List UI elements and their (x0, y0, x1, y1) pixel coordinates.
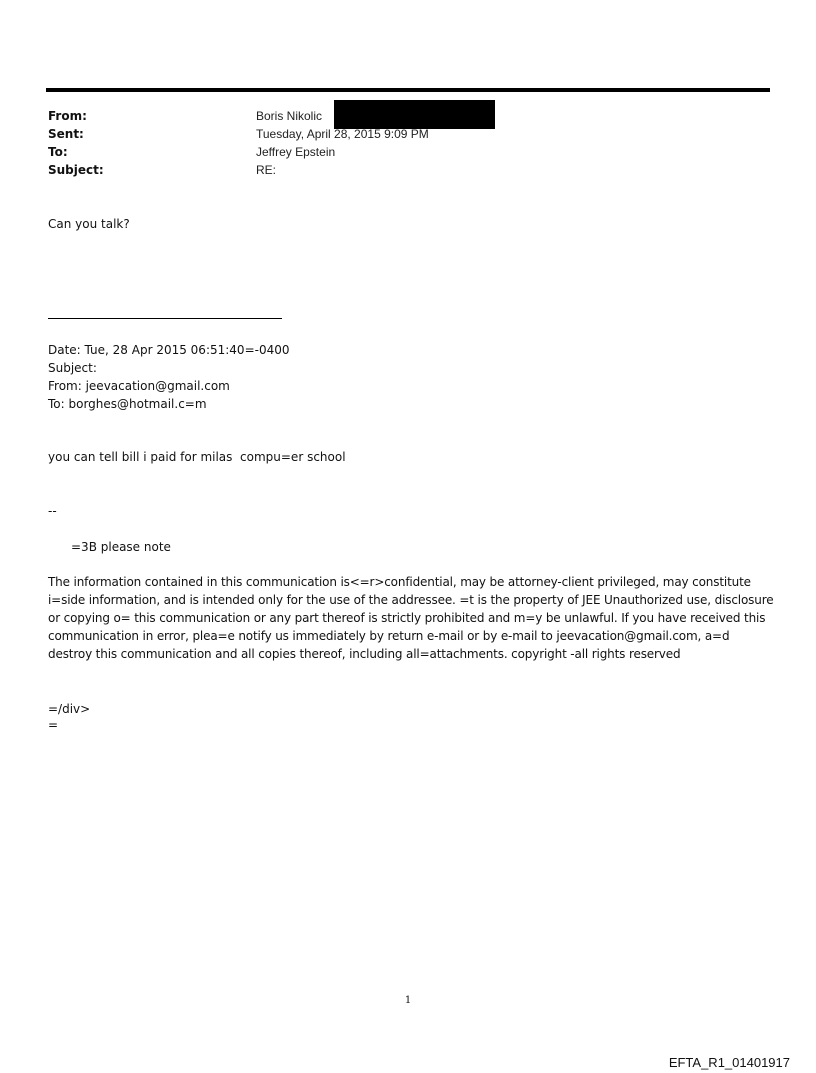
signature-dashes: -- (48, 504, 57, 518)
sent-value: Tuesday, April 28, 2015 9:09 PM (256, 127, 429, 141)
to-label: To: (48, 145, 68, 159)
subject-value: RE: (256, 163, 277, 177)
top-rule (46, 88, 770, 92)
document-id: EFTA_R1_01401917 (668, 1055, 790, 1070)
quoted-date: Date: Tue, 28 Apr 2015 06:51:40=-0400 (48, 343, 290, 357)
closing-eq: = (48, 718, 59, 732)
from-label: From: (48, 109, 87, 123)
to-value: Jeffrey Epstein (256, 145, 336, 159)
from-value: Boris Nikolic (256, 109, 323, 123)
closing-div: =/div> (48, 702, 91, 716)
page-number: 1 (404, 995, 412, 1006)
sent-label: Sent: (48, 127, 84, 141)
quoted-to: To: borghes@hotmail.c=m (48, 397, 207, 411)
quoted-subject: Subject: (48, 361, 97, 375)
reply-text: Can you talk? (48, 217, 130, 231)
quote-divider (48, 318, 282, 319)
quoted-message: you can tell bill i paid for milas compu=er school (48, 450, 346, 464)
confidentiality-disclaimer: The information contained in this communication is<=r>confidential, may be attorney-client privileged, may constitute i=side information, and is intended only for the use of the addressee. =t is the property of JEE Unauthorized use, disclosure or copying o= this communication or any part thereof is strictly prohibited and m=y be unlawful. If you have received this communication in error, plea=e notify us immediately by return e-mail or by e-mail to jeevacation@gmail.com, a=d destroy this communication and all copies thereof, including all=attachments. copyright -all rights reserved (48, 575, 774, 661)
subject-label: Subject: (48, 163, 104, 177)
please-note: =3B please note (71, 540, 171, 554)
quoted-from: From: jeevacation@gmail.com (48, 379, 230, 393)
